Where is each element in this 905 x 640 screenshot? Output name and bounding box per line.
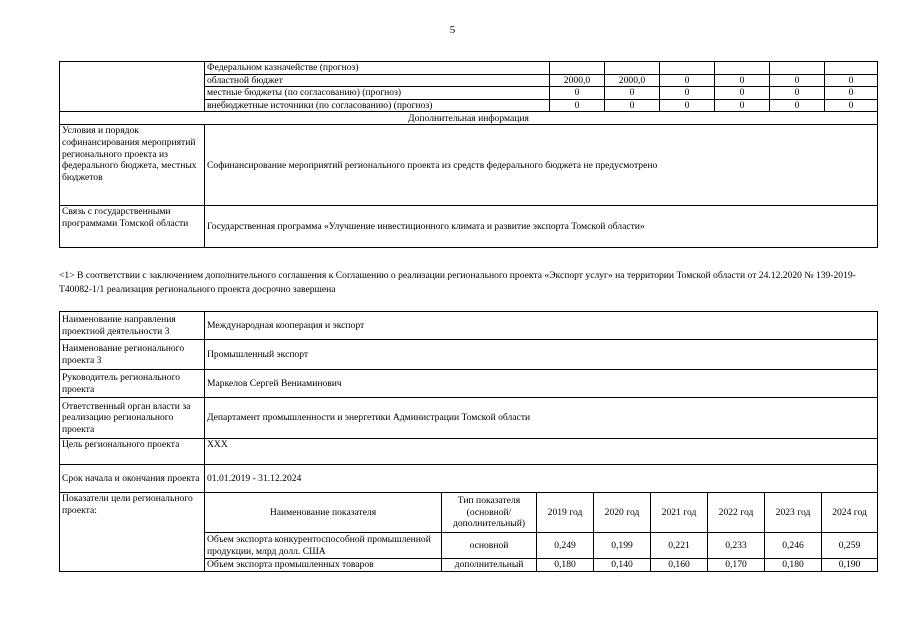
goal-row — [60, 439, 878, 465]
indicator-name: Объем экспорта конкурентоспособной промышленной продукции, млрд долл. США — [205, 533, 442, 559]
funding-value — [715, 62, 770, 75]
indicator-value: 0,246 — [765, 533, 822, 559]
section-header-row — [60, 112, 878, 125]
indicator-value: 0,180 — [765, 559, 822, 572]
goal-label: Цель регионального проекта — [60, 439, 205, 465]
leader-value: Маркелов Сергей Вениаминович — [205, 370, 878, 398]
indicator-value: 0,249 — [537, 533, 594, 559]
indicator-value: 0,170 — [708, 559, 765, 572]
column-header-year: 2019 год — [537, 493, 594, 533]
indicators-label: Показатели цели регионального проекта: — [60, 493, 205, 572]
goal-value: ХХХ — [205, 439, 878, 465]
funding-value — [605, 62, 660, 75]
funding-value: 0 — [715, 87, 770, 100]
authority-label: Ответственный орган власти за реализацию регионального проекта — [60, 398, 205, 439]
funding-value — [660, 62, 715, 75]
period-value: 01.01.2019 - 31.12.2024 — [205, 465, 878, 493]
cofinancing-label: Условия и порядок софинансирования мероприятий регионального проекта из федерального бюджета, местных бюджетов — [60, 125, 205, 206]
indicator-value: 0,190 — [822, 559, 878, 572]
direction-value: Международная кооперация и экспорт — [205, 312, 878, 340]
funding-source-label: внебюджетные источники (по согласованию) (прогноз) — [205, 99, 550, 112]
indicator-value: 0,233 — [708, 533, 765, 559]
indicator-value: 0,259 — [822, 533, 878, 559]
funding-source-label: областной бюджет — [205, 74, 550, 87]
funding-value — [550, 62, 605, 75]
funding-table — [59, 61, 878, 248]
project-name-row — [60, 340, 878, 370]
column-header-year: 2022 год — [708, 493, 765, 533]
funding-value — [825, 62, 878, 75]
direction-row — [60, 312, 878, 340]
project-table — [59, 311, 878, 572]
funding-value — [770, 62, 825, 75]
indicator-value: 0,160 — [651, 559, 708, 572]
funding-value: 0 — [770, 74, 825, 87]
cofinancing-row — [60, 125, 878, 206]
indicator-name: Объем экспорта промышленных товаров — [205, 559, 442, 572]
funding-value: 0 — [605, 99, 660, 112]
funding-value: 0 — [825, 87, 878, 100]
indicator-type: дополнительный — [442, 559, 537, 572]
funding-value: 0 — [660, 74, 715, 87]
project-name-label: Наименование регионального проекта 3 — [60, 340, 205, 370]
programs-label: Связь с государственными программами Томской области — [60, 206, 205, 248]
empty-cell — [60, 62, 205, 112]
period-row — [60, 465, 878, 493]
leader-row — [60, 370, 878, 398]
indicator-value: 0,221 — [651, 533, 708, 559]
column-header-year: 2020 год — [594, 493, 651, 533]
funding-value: 0 — [825, 74, 878, 87]
funding-value: 0 — [770, 99, 825, 112]
indicator-type: основной — [442, 533, 537, 559]
funding-value: 0 — [770, 87, 825, 100]
funding-source-label: местные бюджеты (по согласованию) (прогноз) — [205, 87, 550, 100]
column-header-year: 2024 год — [822, 493, 878, 533]
funding-value: 0 — [715, 99, 770, 112]
project-name-value: Промышленный экспорт — [205, 340, 878, 370]
funding-value: 0 — [550, 87, 605, 100]
cofinancing-text: Софинансирование мероприятий регионального проекта из средств федерального бюджета не предусмотрено — [205, 125, 878, 206]
funding-value: 0 — [660, 99, 715, 112]
indicator-value: 0,180 — [537, 559, 594, 572]
programs-row — [60, 206, 878, 248]
column-header-indicator: Наименование показателя — [205, 493, 442, 533]
funding-value: 0 — [825, 99, 878, 112]
funding-row — [60, 62, 878, 75]
funding-source-label: Федеральном казначействе (прогноз) — [205, 62, 550, 75]
column-header-year: 2021 год — [651, 493, 708, 533]
funding-value: 0 — [715, 74, 770, 87]
indicators-header-row — [60, 493, 878, 533]
direction-label: Наименование направления проектной деятельности 3 — [60, 312, 205, 340]
column-header-type: Тип показателя (основной/ дополнительный) — [442, 493, 537, 533]
authority-value: Департамент промышленности и энергетики Администрации Томской области — [205, 398, 878, 439]
funding-value: 0 — [605, 87, 660, 100]
additional-info-header: Дополнительная информация — [60, 112, 878, 125]
funding-value: 0 — [660, 87, 715, 100]
footnote: <1> В соответствии с заключением дополнительного соглашения к Соглашению о реализации регионального проекта «Экспорт услуг» на территории Томской области от 24.12.2020 № 139-2019-Т40082-1/1 реализация регионального проекта досрочно завершена — [59, 270, 856, 295]
funding-value: 0 — [550, 99, 605, 112]
indicator-value: 0,140 — [594, 559, 651, 572]
funding-value: 2000,0 — [550, 74, 605, 87]
indicator-value: 0,199 — [594, 533, 651, 559]
authority-row — [60, 398, 878, 439]
column-header-year: 2023 год — [765, 493, 822, 533]
leader-label: Руководитель регионального проекта — [60, 370, 205, 398]
funding-value: 2000,0 — [605, 74, 660, 87]
page-number: 5 — [449, 24, 456, 36]
period-label: Срок начала и окончания проекта — [60, 465, 205, 493]
programs-text: Государственная программа «Улучшение инвестиционного климата и развитие экспорта Томской области» — [205, 206, 878, 248]
